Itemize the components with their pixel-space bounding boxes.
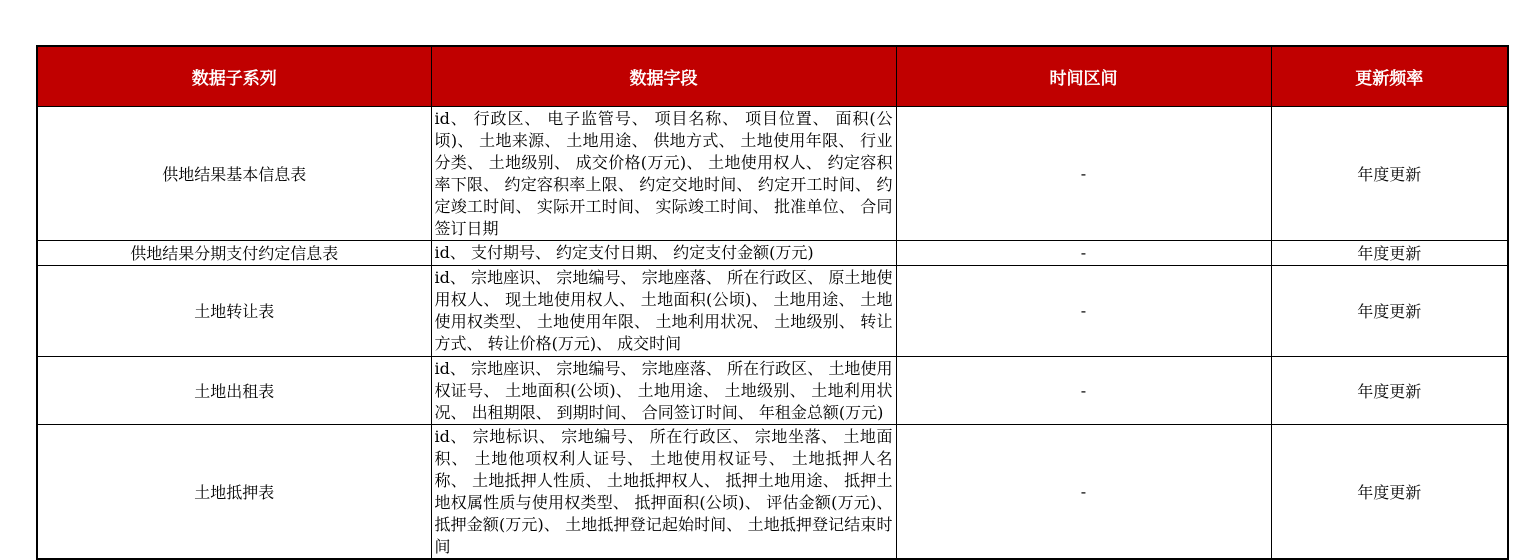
time-range-cell: - xyxy=(896,424,1271,559)
time-range-cell: - xyxy=(896,356,1271,424)
column-header-data-fields: 数据字段 xyxy=(431,46,896,106)
table-row xyxy=(37,424,1508,559)
update-frequency-cell: 年度更新 xyxy=(1271,424,1508,559)
series-name-cell: 供地结果分期支付约定信息表 xyxy=(37,240,431,265)
fields-cell: id、 宗地座识、 宗地编号、 宗地座落、 所在行政区、 土地使用权证号、 土地面积(公顷)、 土地用途、 土地级别、 土地利用状况、 出租期限、 到期时间、 合同签订时间、 年租金总额(万元) xyxy=(431,356,896,424)
table-row xyxy=(37,265,1508,356)
fields-cell: id、 宗地标识、 宗地编号、 所在行政区、 宗地坐落、 土地面积、 土地他项权利人证号、 土地使用权证号、 土地抵押人名称、 土地抵押人性质、 土地抵押权人、 抵押土地用途、 抵押土地权属性质与使用权类型、 抵押面积(公顷)、 评估金额(万元)、 抵押金额(万元)、 土地抵押登记起始时间、 土地抵押登记结束时间 xyxy=(431,424,896,559)
update-frequency-cell: 年度更新 xyxy=(1271,240,1508,265)
update-frequency-cell: 年度更新 xyxy=(1271,265,1508,356)
data-series-table xyxy=(36,45,1509,560)
table-header-row xyxy=(37,46,1508,106)
fields-cell: id、 支付期号、 约定支付日期、 约定支付金额(万元) xyxy=(431,240,896,265)
time-range-cell: - xyxy=(896,106,1271,240)
series-name-cell: 土地转让表 xyxy=(37,265,431,356)
column-header-time-range: 时间区间 xyxy=(896,46,1271,106)
time-range-cell: - xyxy=(896,265,1271,356)
update-frequency-cell: 年度更新 xyxy=(1271,106,1508,240)
series-name-cell: 土地抵押表 xyxy=(37,424,431,559)
series-name-cell: 供地结果基本信息表 xyxy=(37,106,431,240)
fields-cell: id、 宗地座识、 宗地编号、 宗地座落、 所在行政区、 原土地使用权人、 现土地使用权人、 土地面积(公顷)、 土地用途、 土地使用权类型、 土地使用年限、 土地利用状况、 土地级别、 转让方式、 转让价格(万元)、 成交时间 xyxy=(431,265,896,356)
column-header-update-frequency: 更新频率 xyxy=(1271,46,1508,106)
fields-cell: id、 行政区、 电子监管号、 项目名称、 项目位置、 面积(公顷)、 土地来源、 土地用途、 供地方式、 土地使用年限、 行业分类、 土地级别、 成交价格(万元)、 土地使用权人、 约定容积率下限、 约定容积率上限、 约定交地时间、 约定开工时间、 约定竣工时间、 实际开工时间、 实际竣工时间、 批准单位、 合同签订日期 xyxy=(431,106,896,240)
time-range-cell: - xyxy=(896,240,1271,265)
table-row xyxy=(37,240,1508,265)
table-row xyxy=(37,356,1508,424)
table-row xyxy=(37,106,1508,240)
column-header-data-sub-series: 数据子系列 xyxy=(37,46,431,106)
series-name-cell: 土地出租表 xyxy=(37,356,431,424)
update-frequency-cell: 年度更新 xyxy=(1271,356,1508,424)
